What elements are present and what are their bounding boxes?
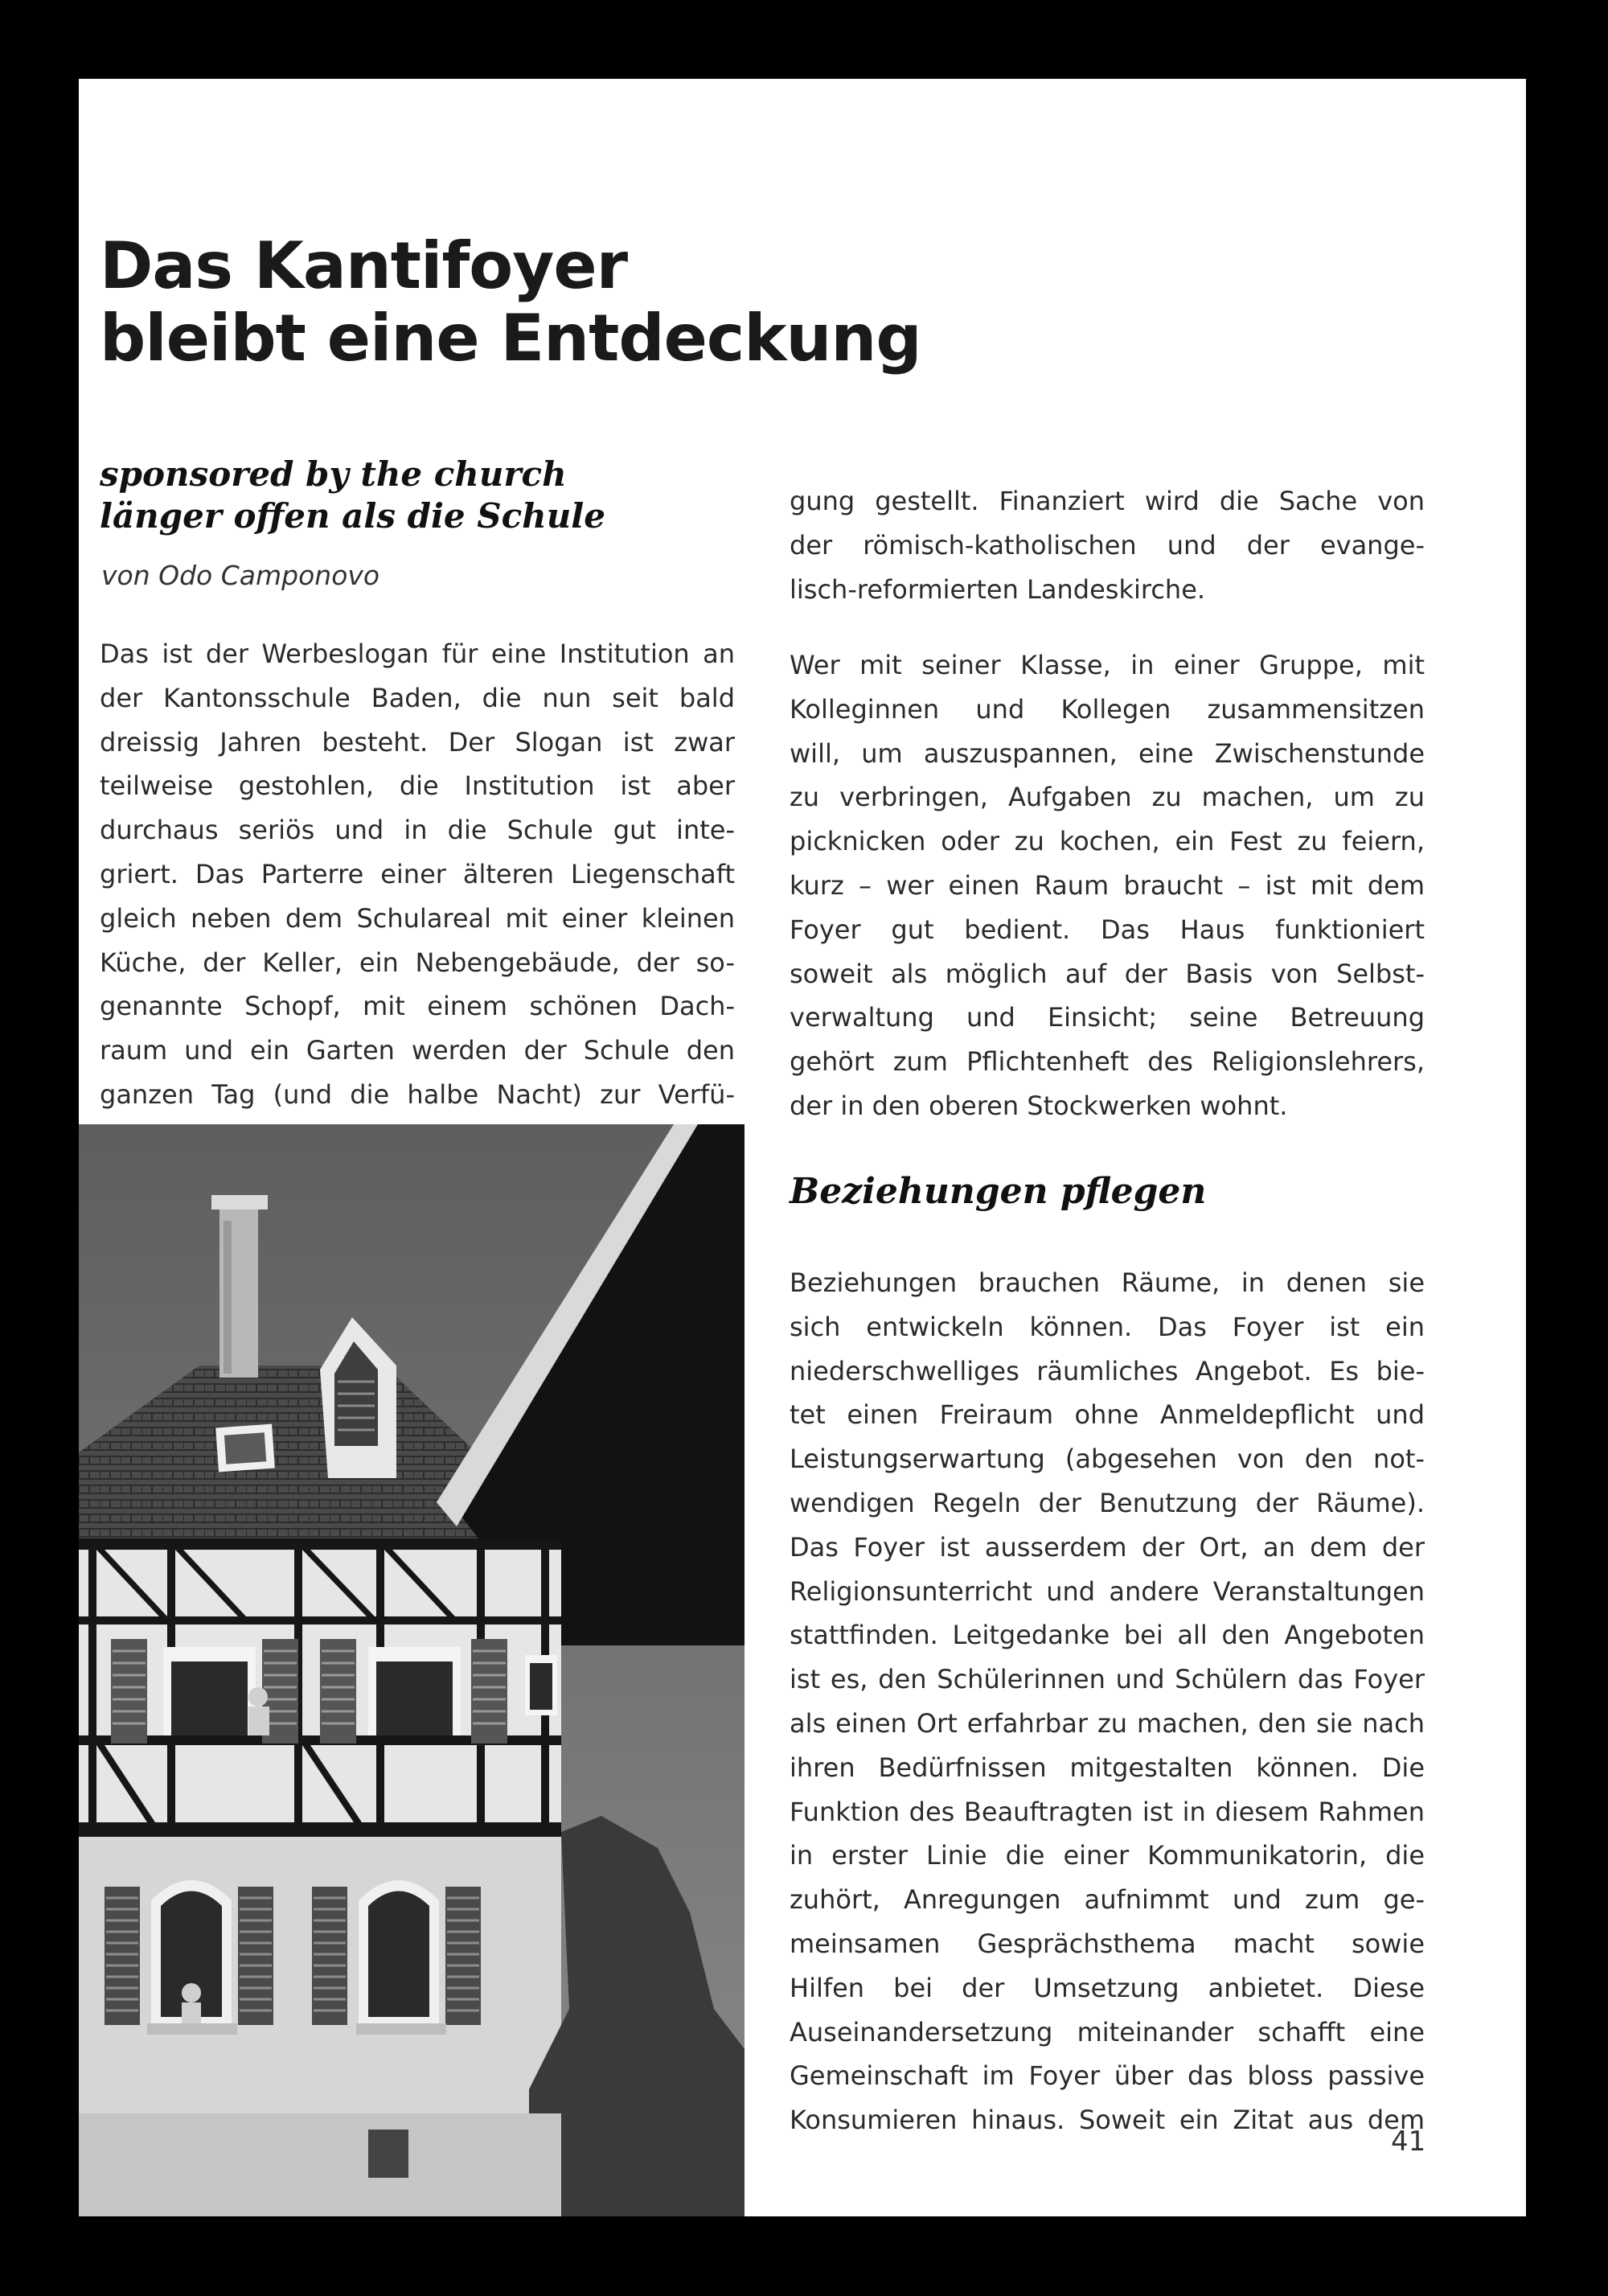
right-column-paragraph-2 (790, 643, 1425, 1128)
text-line: der Kantonsschule Baden, die nun seit bald (100, 682, 735, 713)
document-page (79, 79, 1526, 2216)
text-line: Das Foyer ist ausserdem der Ort, an dem der (790, 1531, 1425, 1563)
text-line: der in den oberen Stockwerken wohnt. (790, 1090, 1288, 1121)
text-line: Religionsunterricht und andere Veranstaltungen (790, 1575, 1425, 1607)
text-line: lisch-reformierten Landeskirche. (790, 573, 1206, 605)
text-line: als einen Ort erfahrbar zu machen, den sie nach (790, 1707, 1425, 1739)
article-title (100, 230, 921, 375)
text-line: gehört zum Pflichtenheft des Religionslehrers, (790, 1046, 1425, 1078)
text-line: Hilfen bei der Umsetzung anbietet. Diese (790, 1972, 1425, 2003)
text-line: ihren Bedürfnissen mitgestalten können. Die (790, 1752, 1425, 1783)
text-line: sich entwickeln können. Das Foyer ist ein (790, 1311, 1425, 1342)
roof-window (215, 1424, 275, 1472)
text-line: stattfinden. Leitgedanke bei all den Angeboten (790, 1620, 1425, 1651)
page-number: 41 (1391, 2126, 1426, 2158)
article-subtitle-line: sponsored by the church (100, 454, 567, 494)
text-line: Auseinandersetzung miteinander schafft eine (790, 2016, 1425, 2048)
text-line: dreissig Jahren besteht. Der Slogan ist zwar (100, 726, 735, 758)
garden-door (368, 2130, 408, 2178)
article-subtitle-line: länger offen als die Schule (100, 496, 605, 536)
right-column-paragraph-1 (790, 479, 1425, 611)
text-line: niederschwelliges räumliches Angebot. Es bie- (790, 1355, 1425, 1386)
text-line: will, um auszuspannen, eine Zwischenstunde (790, 737, 1425, 769)
text-line: Konsumieren hinaus. Soweit ein Zitat aus dem (790, 2105, 1425, 2136)
text-line: ist es, den Schülerinnen und Schülern das Foyer (790, 1664, 1425, 1695)
text-line: Kolleginnen und Kollegen zusammensitzen (790, 693, 1425, 725)
text-line: wendigen Regeln der Benutzung der Räume). (790, 1487, 1425, 1518)
text-line: ganzen Tag (und die halbe Nacht) zur Verfü- (100, 1078, 735, 1110)
text-line: durchaus seriös und in die Schule gut inte- (100, 815, 735, 846)
article-subtitle (100, 454, 605, 537)
text-line: picknicken oder zu kochen, ein Fest zu feiern, (790, 826, 1425, 857)
text-line: gleich neben dem Schulareal mit einer kleinen (100, 902, 735, 934)
text-line: verwaltung und Einsicht; seine Betreuung (790, 1002, 1425, 1033)
text-line: Foyer gut bedient. Das Haus funktioniert (790, 914, 1425, 945)
text-line: genannte Schopf, mit einem schönen Dach- (100, 991, 735, 1022)
text-line: zu verbringen, Aufgaben zu machen, um zu (790, 782, 1425, 813)
text-line: Leistungserwartung (abgesehen von den not- (790, 1444, 1425, 1475)
text-line: griert. Das Parterre einer älteren Liegenschaft (100, 858, 735, 889)
upper-window-left (111, 1639, 298, 1744)
article-title-line: bleibt eine Entdeckung (100, 301, 921, 376)
right-column-paragraph-3 (790, 1261, 1425, 2142)
lower-window-right (312, 1880, 481, 2035)
text-line: gung gestellt. Finanziert wird die Sache von (790, 486, 1425, 516)
ground-area (79, 2113, 561, 2216)
text-line: in erster Linie die einer Kommunikatorin, die (790, 1840, 1425, 1871)
section-heading: Beziehungen pflegen (790, 1171, 1207, 1212)
text-line: Wer mit seiner Klasse, in einer Gruppe, mit (790, 650, 1425, 680)
text-line: Funktion des Beauftragten ist in diesem Rahmen (790, 1796, 1425, 1827)
text-line: raum und ein Garten werden der Schule den (100, 1035, 735, 1066)
text-line: Gemeinschaft im Foyer über das bloss passive (790, 2060, 1425, 2092)
person-lower (182, 1983, 201, 2023)
person-upper (248, 1687, 269, 1735)
text-line: Beziehungen brauchen Räume, in denen sie (790, 1267, 1425, 1298)
text-line: tet einen Freiraum ohne Anmeldepflicht und (790, 1399, 1425, 1431)
text-line: soweit als möglich auf der Basis von Selbst- (790, 958, 1425, 989)
text-line: kurz – wer einen Raum braucht – ist mit dem (790, 869, 1425, 901)
building-photo (79, 1124, 745, 2216)
text-line: Küche, der Keller, ein Nebengebäude, der so- (100, 947, 735, 978)
text-line: der römisch-katholischen und der evange- (790, 529, 1425, 561)
article-title-line: Das Kantifoyer (100, 228, 628, 303)
text-line: Das ist der Werbeslogan für eine Institution an (100, 639, 735, 669)
text-line: teilweise gestohlen, die Institution ist aber (100, 770, 735, 802)
author-byline: von Odo Camponovo (101, 560, 380, 591)
text-line: meinsamen Gesprächsthema macht sowie (790, 1928, 1425, 1959)
left-column-text (100, 632, 735, 1117)
text-line: zuhört, Anregungen aufnimmt und zum ge- (790, 1884, 1425, 1916)
